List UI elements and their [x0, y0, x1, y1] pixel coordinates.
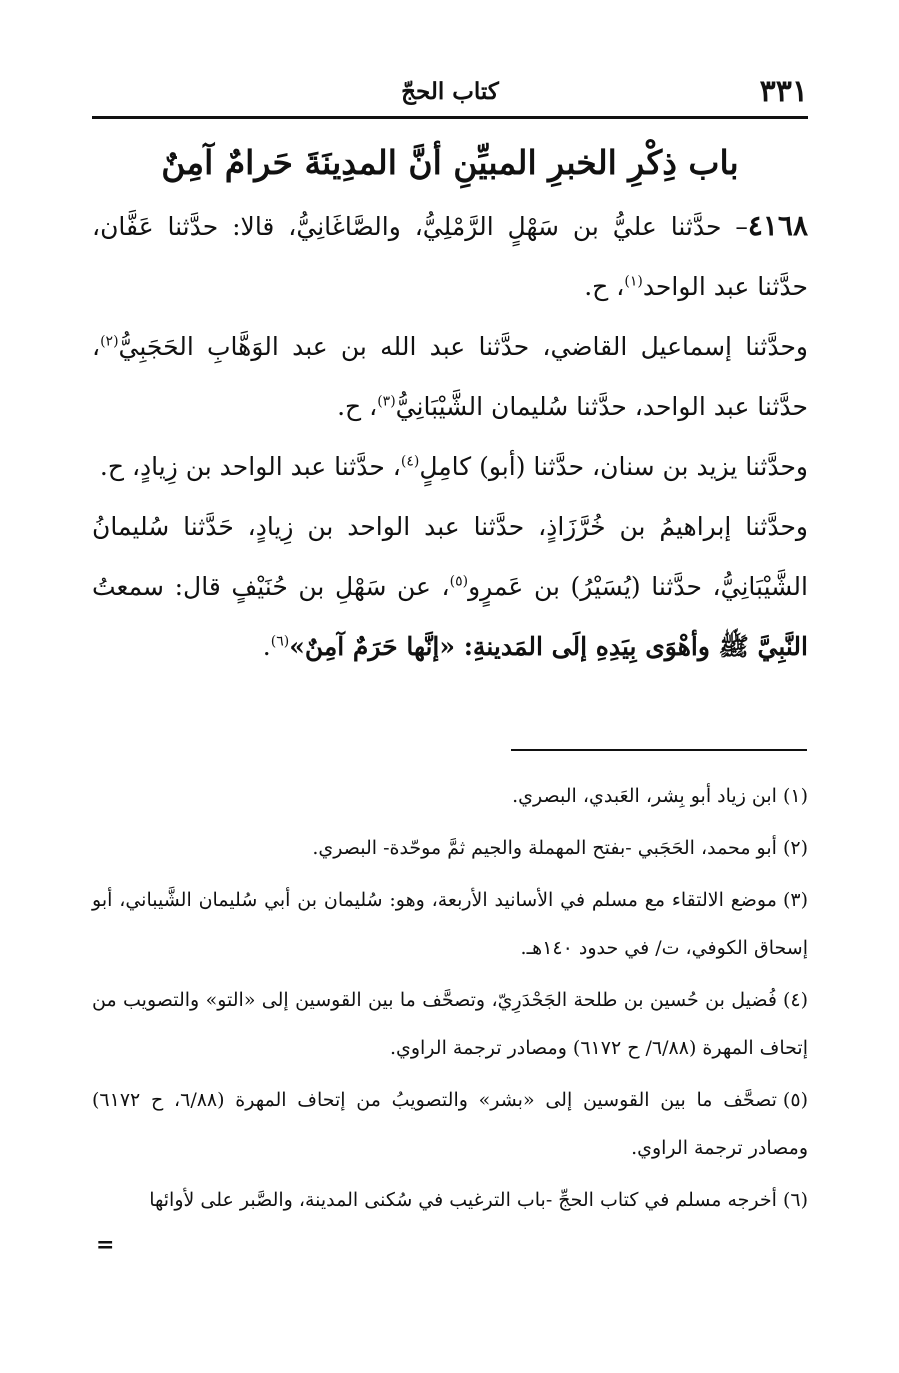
footnote-text: تصحَّف ما بين القوسين إلى «بشر» والتصويبُ من إتحاف المهرة (٦/٨٨، ح ٦١٧٢) ومصادر ترجمة الراوي. — [92, 1089, 808, 1159]
footnote-ref[interactable]: (٢) — [100, 333, 119, 350]
footnote-ref[interactable]: (٥) — [449, 573, 469, 590]
footnote-ref[interactable]: (٤) — [400, 453, 420, 470]
footnote-item — [92, 1076, 808, 1172]
hadith-text: . — [262, 632, 271, 661]
hadith-text: وحدَّثنا يزيد بن سنان، حدَّثنا (أبو) كامِلٍ — [419, 452, 808, 481]
hadith-text: وحدَّثنا إسماعيل القاضي، حدَّثنا عبد الله بن عبد الوَهَّابِ الحَجَبِيُّ — [118, 332, 808, 361]
footnote-number: (٣) — [782, 889, 808, 911]
footnote-ref[interactable]: (٣) — [377, 393, 396, 410]
continuation-mark: = — [96, 1232, 115, 1258]
footnote-item — [92, 876, 808, 972]
hadith-text: ، حدَّثنا عبد الواحد، حدَّثنا سُليمان الشَّيْبَانِيُّ — [92, 332, 808, 421]
footnote-number: (٤) — [782, 989, 808, 1011]
footnote-text: أبو محمد، الحَجَبي -بفتح المهملة والجيم ثمَّ موحّدة- البصري. — [312, 837, 777, 859]
footnote-text: ابن زياد أبو بِشر، العَبدي، البصري. — [512, 785, 777, 807]
footnote-ref[interactable]: (١) — [624, 273, 643, 290]
footnote-text: أخرجه مسلم في كتاب الحجِّ -باب الترغيب في سُكنى المدينة، والصَّبر على لأوائها — [149, 1189, 777, 1211]
footnotes — [92, 772, 808, 1228]
hadith-text: ، حدَّثنا عبد الواحد بن زِيادٍ، ح. — [99, 452, 401, 481]
footnote-text: فُضيل بن حُسين بن طلحة الجَحْدَرِيّ، وتصحَّف ما بين القوسين إلى «التو» والتصويب من إتحاف المهرة (٦/٨٨/ ح ٦١٧٢) ومصادر ترجمة الراوي. — [92, 989, 808, 1059]
chapter-heading: باب ذِكْرِ الخبرِ المبيِّنِ أنَّ المدِينَةَ حَرامٌ آمِنٌ — [161, 143, 739, 182]
footnote-item — [92, 772, 808, 820]
hadith-body — [92, 196, 808, 677]
hadith-text: – حدَّثنا عليُّ بن سَهْلٍ الرَّمْلِيُّ، والصَّاغَانِيُّ، قالا: حدَّثنا عَفَّان، حدَّثنا عبد الواحد — [92, 212, 808, 301]
footnote-item — [92, 824, 808, 872]
hadith-text: وحدَّثنا إبراهيمُ بن خُرَّزَاذٍ، حدَّثنا عبد الواحد بن زِيادٍ، حَدَّثنا سُليمانُ الشَّيْبَانِيُّ، حدَّثنا (يُسَيْرُ) بن عَمرٍو — [92, 512, 808, 601]
footnote-ref[interactable]: (٦) — [270, 633, 290, 650]
hadith-text: ، عن سَهْلِ بن حُنَيْفٍ قال: سمعتُ — [92, 572, 450, 601]
footnote-text: موضع الالتقاء مع مسلم في الأسانيد الأربعة، وهو: سُليمان بن أبي سُليمان الشَّيباني، أبو إسحاق الكوفي، ت/ في حدود ١٤٠هـ. — [92, 889, 808, 959]
footnote-item — [92, 976, 808, 1072]
hadith-text: ، ح. — [584, 272, 625, 301]
hadith-paragraph-3 — [92, 437, 808, 497]
footnote-number: (٦) — [782, 1189, 808, 1211]
page-number: ٣٣١ — [759, 74, 808, 109]
running-title: كتاب الحجّ — [401, 78, 499, 105]
page-header — [92, 70, 808, 119]
footnote-number: (١) — [782, 785, 808, 807]
prophetic-saying: النَّبِيَّ ﷺ وأهْوَى بِيَدِهِ إلَى المَدينةِ: «إنَّها حَرَمٌ آمِنٌ» — [289, 632, 808, 661]
hadith-text: ، ح. — [337, 392, 378, 421]
footnote-item — [92, 1176, 808, 1224]
footnote-number: (٢) — [782, 837, 808, 859]
hadith-number: ٤١٦٨ — [747, 209, 808, 242]
footnote-number: (٥) — [782, 1089, 808, 1111]
footnote-divider — [511, 749, 807, 751]
hadith-paragraph-2 — [92, 317, 808, 437]
hadith-paragraph-1 — [92, 196, 808, 317]
hadith-paragraph-4 — [92, 497, 808, 677]
